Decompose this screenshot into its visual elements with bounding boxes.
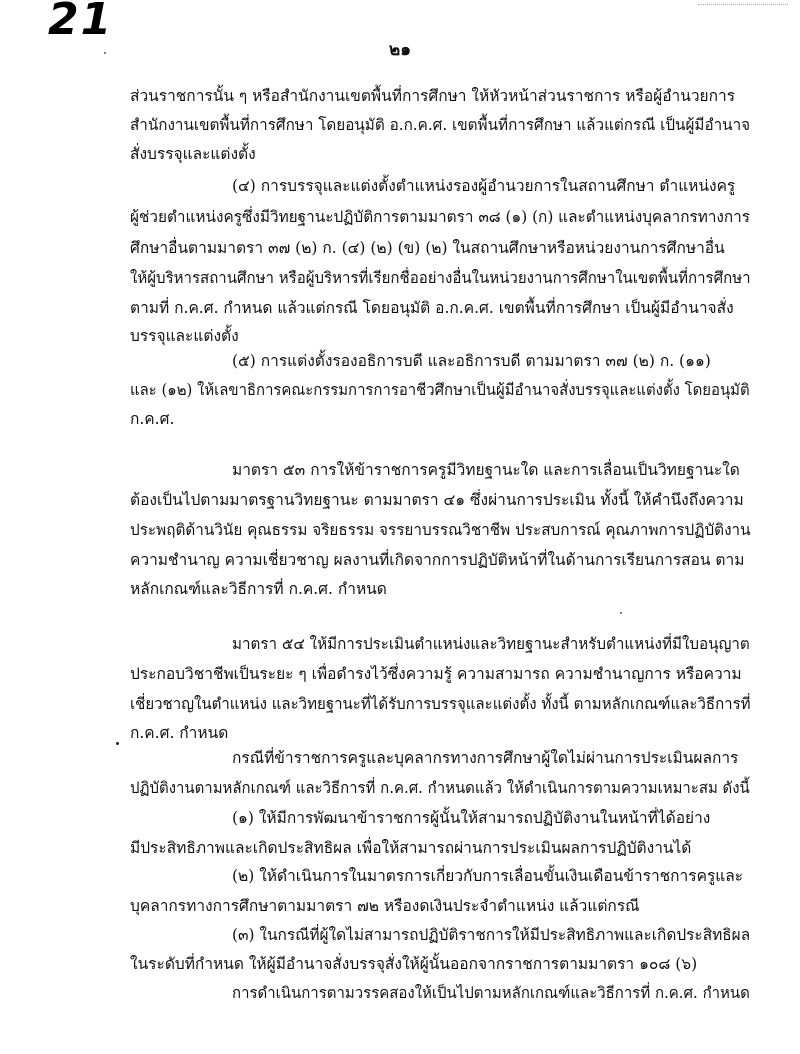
text-line: บรรจุและแต่งตั้ง [130,327,239,345]
scan-speck [104,52,106,54]
text-line: ให้ผู้บริหารสถานศึกษา หรือผู้บริหารที่เรียกชื่ออย่างอื่นในหน่วยงานการศึกษาในเขตพื้นที่การศึกษา [130,269,751,287]
text-line: ต้องเป็นไปตามมาตรฐานวิทยฐานะ ตามมาตรา ๔๑ ซึ่งผ่านการประเมิน ทั้งนี้ ให้คำนึงถึงความ [130,491,744,509]
text-line: ในระดับที่กำหนด ให้ผู้มีอำนาจสั่งบรรจุสั่งให้ผู้นั้นออกจากราชการตามมาตรา ๑๐๘ (๖) [130,955,698,973]
scan-speck [620,612,622,614]
text-line: ส่วนราชการนั้น ๆ หรือสำนักงานเขตพื้นที่การศึกษา ให้หัวหน้าส่วนราชการ หรือผู้อำนวยการ [130,87,736,105]
text-line: และ (๑๒) ให้เลขาธิการคณะกรรมการการอาชีวศึกษาเป็นผู้มีอำนาจสั่งบรรจุและแต่งตั้ง โดยอนุมัติ [130,381,750,399]
text-line: (๕) การแต่งตั้งรองอธิการบดี และอธิการบดี ตามมาตรา ๓๗ (๒) ก. (๑๑) [232,352,711,370]
text-line: ก.ค.ศ. [130,410,175,428]
text-line: การดำเนินการตามวรรคสองให้เป็นไปตามหลักเกณฑ์และวิธีการที่ ก.ค.ศ. กำหนด [232,984,750,1002]
bullet-mark [116,742,119,745]
handwritten-page-number: 21 [48,0,114,45]
page-number: ๒๑ [389,40,411,60]
corner-mark [698,0,788,5]
text-line: ผู้ช่วยตำแหน่งครูซึ่งมีวิทยฐานะปฏิบัติการตามมาตรา ๓๘ (๑) (ก) และตำแหน่งบุคลากรทางการ [130,208,751,226]
text-line: เชี่ยวชาญในตำแหน่ง และวิทยฐานะที่ได้รับการบรรจุและแต่งตั้ง ทั้งนี้ ตามหลักเกณฑ์และวิธีการที่ [130,695,751,713]
text-line: (๔) การบรรจุและแต่งตั้งตำแหน่งรองผู้อำนวยการในสถานศึกษา ตำแหน่งครู [232,177,736,195]
text-line: ความชำนาญ ความเชี่ยวชาญ ผลงานที่เกิดจากการปฏิบัติหน้าที่ในด้านการเรียนการสอน ตาม [130,551,745,569]
text-line: (๓) ในกรณีที่ผู้ใดไม่สามารถปฏิบัติราชการให้มีประสิทธิภาพและเกิดประสิทธิผล [232,926,751,944]
text-line: บุคลากรทางการศึกษาตามมาตรา ๗๒ หรืองดเงินประจำตำแหน่ง แล้วแต่กรณี [130,897,640,915]
text-line: ประกอบวิชาชีพเป็นระยะ ๆ เพื่อดำรงไว้ซึ่งความรู้ ความสามารถ ความชำนาญการ หรือความ [130,665,742,683]
text-line: ตามที่ ก.ค.ศ. กำหนด แล้วแต่กรณี โดยอนุมัติ อ.ก.ค.ศ. เขตพื้นที่การศึกษา เป็นผู้มีอำนาจสั่ง [130,299,734,317]
text-line: กรณีที่ข้าราชการครูและบุคลากรทางการศึกษาผู้ใดไม่ผ่านการประเมินผลการ [232,749,739,767]
text-line: ก.ค.ศ. กำหนด [130,724,229,742]
text-line: หลักเกณฑ์และวิธีการที่ ก.ค.ศ. กำหนด [130,580,387,598]
text-line: ศึกษาอื่นตามมาตรา ๓๗ (๒) ก. (๔) (๒) (ข) (๒) ในสถานศึกษาหรือหน่วยงานการศึกษาอื่น [130,239,725,257]
text-line: มาตรา ๕๓ การให้ข้าราชการครูมีวิทยฐานะใด และการเลื่อนเป็นวิทยฐานะใด [232,461,740,479]
text-line: ประพฤติด้านวินัย คุณธรรม จริยธรรม จรรยาบรรณวิชาชีพ ประสบการณ์ คุณภาพการปฏิบัติงาน [130,521,751,539]
text-line: สั่งบรรจุและแต่งตั้ง [130,145,256,163]
text-line: มาตรา ๕๔ ให้มีการประเมินตำแหน่งและวิทยฐานะสำหรับตำแหน่งที่มีใบอนุญาต [232,635,750,653]
text-line: (๑) ให้มีการพัฒนาข้าราชการผู้นั้นให้สามารถปฏิบัติงานในหน้าที่ได้อย่าง [232,809,711,827]
text-line: (๒) ให้ดำเนินการในมาตรการเกี่ยวกับการเลื่อนขั้นเงินเดือนข้าราชการครูและ [232,867,744,885]
text-line: ปฏิบัติงานตามหลักเกณฑ์ และวิธีการที่ ก.ค.ศ. กำหนดแล้ว ให้ดำเนินการตามความเหมาะสม ดังนี้ [130,779,750,797]
text-line: สำนักงานเขตพื้นที่การศึกษา โดยอนุมัติ อ.ก.ค.ศ. เขตพื้นที่การศึกษา แล้วแต่กรณี เป็นผู้มีอำนาจ [130,116,751,134]
text-line: มีประสิทธิภาพและเกิดประสิทธิผล เพื่อให้สามารถผ่านการประเมินผลการปฏิบัติงานได้ [130,839,692,857]
